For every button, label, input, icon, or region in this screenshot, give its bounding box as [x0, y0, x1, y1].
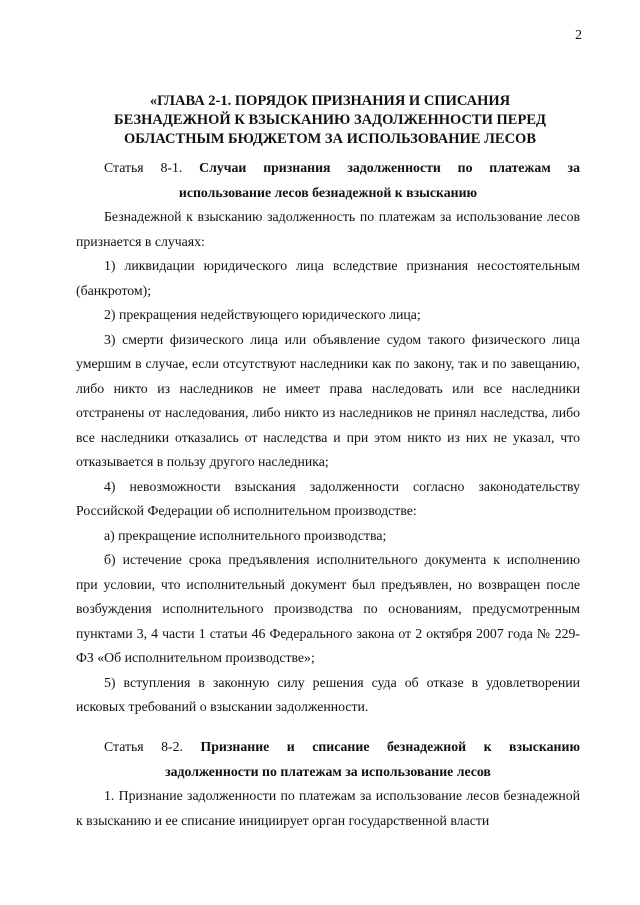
article-8-1-label: Статья 8-1. — [104, 160, 183, 175]
chapter-title-line-2: БЕЗНАДЕЖНОЙ К ВЗЫСКАНИЮ ЗАДОЛЖЕННОСТИ ПЕРЕД — [114, 112, 546, 128]
article-8-1-title-line-1: Случаи признания задолженности по платежам за — [199, 160, 580, 175]
article-8-2-title-line-1: Признание и списание безнадежной к взысканию — [200, 739, 580, 754]
article-8-1 — [76, 156, 580, 720]
article-8-1-item-4a: а) прекращение исполнительного производства; — [104, 527, 387, 543]
page-number: 2 — [575, 28, 582, 43]
article-8-2-paragraph-1: 1. Признание задолженности по платежам за использование лесов безнадежной к взысканию и ее списание инициирует орган государственной власти — [76, 788, 580, 828]
article-8-1-item-1: 1) ликвидации юридического лица вследствие признания несостоятельным (банкротом); — [76, 258, 580, 298]
article-8-2-label: Статья 8-2. — [104, 739, 183, 754]
article-8-1-item-3: 3) смерти физического лица или объявление судом такого физического лица умершим в случае, если отсутствуют наследники как по закону, так и по завещанию, либо никто из наследников не имеет права наследовать или все наследники отстранены от наследования, либо никто из наследников не принял наследства, либо все наследники отказались от наследства и при этом никто из них не указал, что отказывается в пользу другого наследника; — [76, 331, 580, 469]
chapter-title — [80, 92, 580, 149]
article-8-1-item-4b: б) истечение срока предъявления исполнительного документа к исполнению при условии, что исполнительный документ был предъявлен, но возвращен после возбуждения исполнительного производства по основаниям, предусмотренным пунктами 3, 4 части 1 статьи 46 Федерального закона от 2 октября 2007 года № 229-ФЗ «Об исполнительном производстве»; — [76, 552, 580, 665]
chapter-title-line-1: «ГЛАВА 2-1. ПОРЯДОК ПРИЗНАНИЯ И СПИСАНИЯ — [149, 93, 511, 109]
article-8-1-item-5: 5) вступления в законную силу решения суда об отказе в удовлетворении исковых требований о взыскании задолженности. — [76, 674, 580, 714]
article-8-2 — [76, 735, 580, 833]
article-8-1-intro: Безнадежной к взысканию задолженность по платежам за использование лесов признается в случаях: — [76, 209, 580, 249]
chapter-title-line-3: ОБЛАСТНЫМ БЮДЖЕТОМ ЗА ИСПОЛЬЗОВАНИЕ ЛЕСОВ — [124, 131, 536, 147]
article-8-1-heading — [76, 156, 580, 181]
article-8-1-title-line-2: использование лесов безнадежной к взысканию — [178, 184, 478, 200]
article-8-2-heading — [76, 735, 580, 760]
article-8-2-title-line-2: задолженности по платежам за использование лесов — [165, 763, 491, 779]
article-8-1-item-2: 2) прекращения недействующего юридического лица; — [104, 307, 421, 322]
article-8-1-item-4: 4) невозможности взыскания задолженности согласно законодательству Российской Федерации об исполнительном производстве: — [76, 478, 580, 518]
